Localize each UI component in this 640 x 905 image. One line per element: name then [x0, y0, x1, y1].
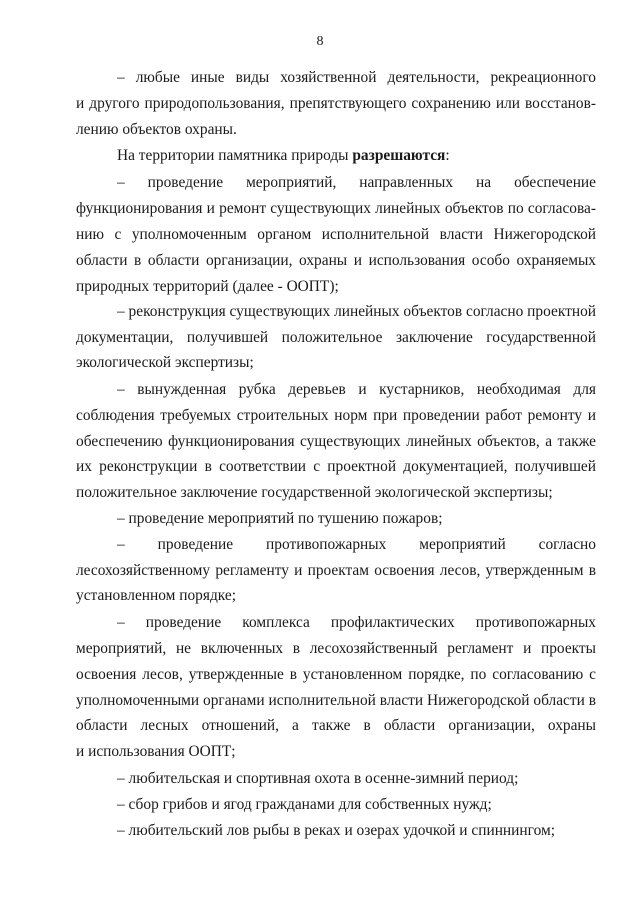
bold-keyword: разрешаются — [352, 147, 446, 164]
text-line: нию с уполномоченным органом исполнительной власти Нижегородской — [76, 226, 596, 243]
text-line: лесохозяйственному регламенту и проектам освоения лесов, утвержденным в — [76, 562, 596, 579]
page-number: 8 — [316, 34, 324, 49]
text-line: – сбор грибов и ягод гражданами для собственных нужд; — [117, 796, 492, 813]
text-line: – проведение противопожарных мероприятий согласно — [117, 536, 596, 553]
text-line: документации, получившей положительное заключение государственной — [76, 329, 596, 346]
text-line: и другого природопользования, препятствующего сохранению или восстанов- — [76, 95, 596, 112]
text-line: лению объектов охраны. — [76, 121, 237, 138]
text-line: области лесных отношений, а также в области организации, охраны — [76, 717, 596, 734]
text-line: функционирования и ремонт существующих линейных объектов по согласова- — [76, 200, 596, 217]
text-line: – проведение комплекса профилактических противопожарных — [117, 614, 596, 631]
heading-colon: : — [445, 147, 450, 164]
text-line: – любительская и спортивная охота в осенне-зимний период; — [117, 770, 519, 787]
text-line: – любые иные виды хозяйственной деятельности, рекреационного — [117, 69, 596, 86]
text-line: их реконструкции в соответствии с проектной документацией, получившей — [76, 458, 596, 475]
text-line: освоения лесов, утвержденные в установленном порядке, по согласованию с — [76, 666, 596, 683]
text-line: области в области организации, охраны и использования особо охраняемых — [76, 252, 596, 269]
text-line: экологической экспертизы; — [76, 354, 254, 371]
text-line: мероприятий, не включенных в лесохозяйственный регламент и проекты — [76, 640, 596, 657]
text-line: – проведение мероприятий, направленных на обеспечение — [117, 174, 596, 191]
text-line: положительное заключение государственной экологической экспертизы; — [76, 484, 553, 501]
text-line: – проведение мероприятий по тушению пожаров; — [117, 510, 443, 527]
text-line: – вынужденная рубка деревьев и кустарников, необходимая для — [117, 381, 596, 398]
text-line: – любительский лов рыбы в реках и озерах удочкой и спиннингом; — [117, 822, 555, 839]
text-line: и использования ООПТ; — [76, 743, 236, 760]
paragraph-heading — [117, 146, 596, 166]
text-line: установленном порядке; — [76, 587, 236, 604]
text-line: соблюдения требуемых строительных норм при проведении работ ремонту и — [76, 407, 596, 424]
text-line: природных территорий (далее - ООПТ); — [76, 278, 339, 295]
text-line: уполномоченными органами исполнительной власти Нижегородской области в — [76, 692, 596, 709]
text-line: – реконструкция существующих линейных объектов согласно проектной — [117, 303, 596, 320]
heading-text: На территории памятника природы — [117, 147, 349, 164]
text-line: обеспечению функционирования существующих линейных объектов, а также — [76, 433, 596, 450]
